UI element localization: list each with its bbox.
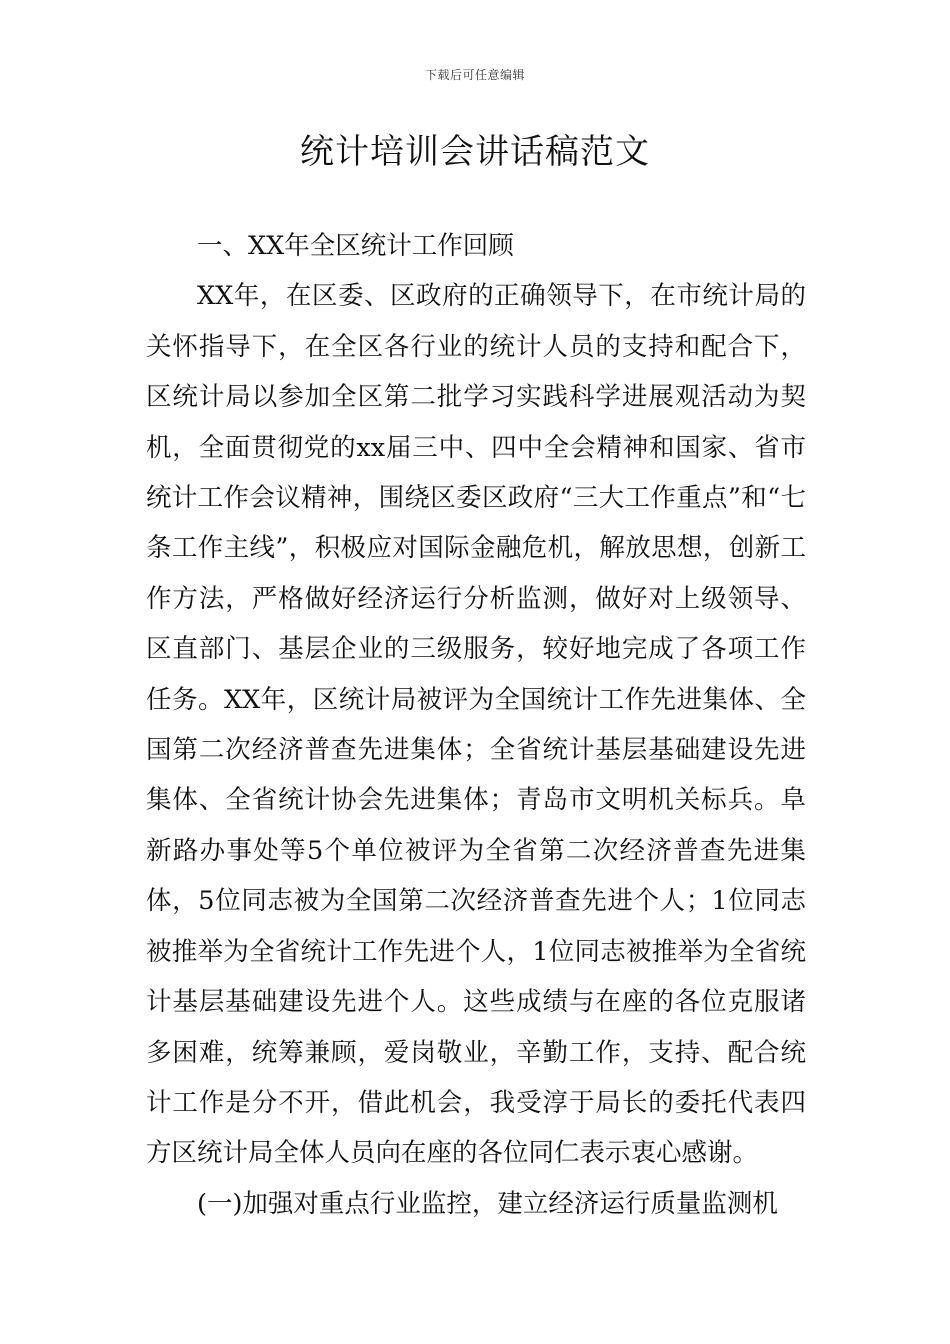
document-body [146,221,806,1229]
document-title: 统计培训会讲话稿范文 [300,132,650,172]
section-heading: 一、XX年全区统计工作回顾 [197,231,514,261]
body-paragraph: XX年，在区委、区政府的正确领导下，在市统计局的关怀指导下，在全区各行业的统计人员的支持和配合下，区统计局以参加全区第二批学习实践科学进展观活动为契机，全面贯彻党的xx届三中、四中全会精神和国家、省市统计工作会议精神，围绕区委区政府“三大工作重点”和“七条工作主线”，积极应对国际金融危机，解放思想，创新工作方法，严格做好经济运行分析监测，做好对上级领导、区直部门、基层企业的三级服务，较好地完成了各项工作任务。XX年，区统计局被评为全国统计工作先进集体、全国第二次经济普查先进集体；全省统计基层基础建设先进集体、全省统计协会先进集体；青岛市文明机关标兵。阜新路办事处等5个单位被评为全省第二次经济普查先进集体，5位同志被为全国第二次经济普查先进个人；1位同志被推举为全省统计工作先进个人，1位同志被推举为全省统计基层基础建设先进个人。这些成绩与在座的各位克服诸多困难，统筹兼顾，爱岗敬业，辛勤工作，支持、配合统计工作是分不开，借此机会，我受淳于局长的委托代表四方区统计局全体人员向在座的各位同仁表示衷心感谢。 [146,281,806,1169]
subsection-heading: (一)加强对重点行业监控，建立经济运行质量监测机 [197,1188,778,1219]
header-note: 下载后可任意编辑 [424,68,525,82]
